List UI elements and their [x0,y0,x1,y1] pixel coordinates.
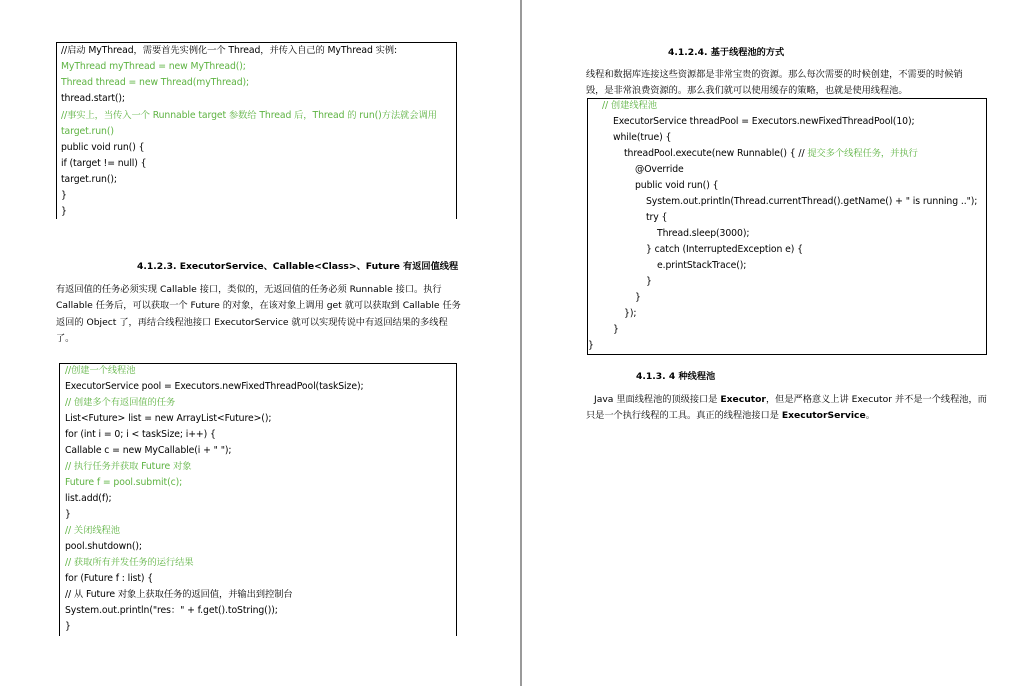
code-line: } [613,324,619,335]
code-line: } [635,292,641,303]
code-line: target.run() [61,126,114,137]
code-line: pool.shutdown(); [65,541,142,552]
code-line: try { [646,212,668,223]
code-line: list.add(f); [65,493,112,504]
code-line: while(true) { [613,132,672,143]
code-block-thread-pool [587,98,987,355]
code-line: } [61,206,67,217]
section-heading-4-1-3: 4.1.3. 4 种线程池 [636,371,716,382]
code-line: System.out.println("res：" + f.get().toString()); [65,605,278,616]
code-line: MyThread myThread = new MyThread(); [61,61,246,72]
code-line: // 创建线程池 [602,100,657,111]
code-line: System.out.println(Thread.currentThread().getName() + " is running .."); [646,196,978,207]
executor-text-1: Java 里面线程池的顶级接口是 [594,394,721,405]
code-line: public void run() { [61,142,145,153]
code-line: ExecutorService pool = Executors.newFixedThreadPool(taskSize); [65,381,364,392]
code-line: Callable c = new MyCallable(i + " "); [65,445,232,456]
code-line: for (Future f : list) { [65,573,154,584]
executor-paragraph-line2 [586,408,875,424]
executorservice-keyword: ExecutorService [781,410,866,421]
code-line: // 关闭线程池 [65,525,120,536]
paragraph-line: 线程和数据库连接这些资源都是非常宝贵的资源。那么每次需要的时候创建，不需要的时候销 [586,69,963,80]
paragraph-line: 返回的 Object 了，再结合线程池接口 ExecutorService 就可以实现传说中有返回结果的多线程 [56,316,448,328]
code-line: //创建一个线程池 [65,365,136,376]
code-block-callable [59,363,457,636]
executor-text-2: ，但是严格意义上讲 Executor 并不是一个线程池，而 [765,394,987,405]
code-line: for (int i = 0; i < taskSize; i++) { [65,429,216,440]
code-line: @Override [635,164,684,175]
paragraph-line: 有返回值的任务必须实现 Callable 接口，类似的，无返回值的任务必须 Runnable 接口。执行 [56,284,442,295]
paragraph-line: 毁，是非常浪费资源的。那么我们就可以使用缓存的策略，也就是使用线程池。 [586,85,908,97]
code-line: threadPool.execute(new Runnable() { // 提交多个线程任务，并执行 [624,148,918,159]
executor-paragraph-line1 [594,392,987,408]
paragraph-line: Callable 任务后，可以获取一个 Future 的对象，在该对象上调用 get 就可以获取到 Callable 任务 [56,300,461,312]
code-line: } [646,276,652,287]
code-line: Future f = pool.submit(c); [65,477,183,488]
code-line: // 创建多个有返回值的任务 [65,397,176,408]
code-line: }); [624,308,637,319]
code-line: // 执行任务并获取 Future 对象 [65,461,192,472]
code-line: //事实上，当传入一个 Runnable target 参数给 Thread 后，Thread 的 run()方法就会调用 [61,110,437,121]
code-block-start-thread [56,42,457,219]
code-line: } [65,509,71,520]
section-heading-4-1-2-4: 4.1.2.4. 基于线程池的方式 [668,47,785,58]
code-line: e.printStackTrace(); [657,260,747,271]
code-line: Thread.sleep(3000); [657,228,750,239]
code-line: // 获取所有并发任务的运行结果 [65,557,194,568]
code-line: } catch (InterruptedException e) { [646,244,803,255]
right-page [522,0,1033,686]
paragraph-line: 了。 [56,332,75,344]
code-line: List<Future> list = new ArrayList<Future>(); [65,413,272,424]
code-line: // 从 Future 对象上获取任务的返回值，并输出到控制台 [65,589,293,600]
code-line: } [588,340,594,351]
code-line: if (target != null) { [61,158,147,169]
code-line: } [65,621,71,632]
executor-keyword: Executor [720,394,766,405]
code-line: public void run() { [635,180,719,191]
code-line: ExecutorService threadPool = Executors.newFixedThreadPool(10); [613,116,915,127]
code-line: target.run(); [61,174,117,185]
executor-text-4: 。 [865,410,875,421]
code-line: } [61,190,67,201]
executor-text-3: 只是一个执行线程的工具。真正的线程池接口是 [586,410,782,421]
code-line: Thread thread = new Thread(myThread); [61,77,250,88]
code-line: thread.start(); [61,93,125,104]
code-line: //启动 MyThread，需要首先实例化一个 Thread，并传入自己的 MyThread 实例: [61,45,398,56]
section-heading-4-1-2-3: 4.1.2.3. ExecutorService、Callable<Class>、Future 有返回值线程 [137,261,459,272]
